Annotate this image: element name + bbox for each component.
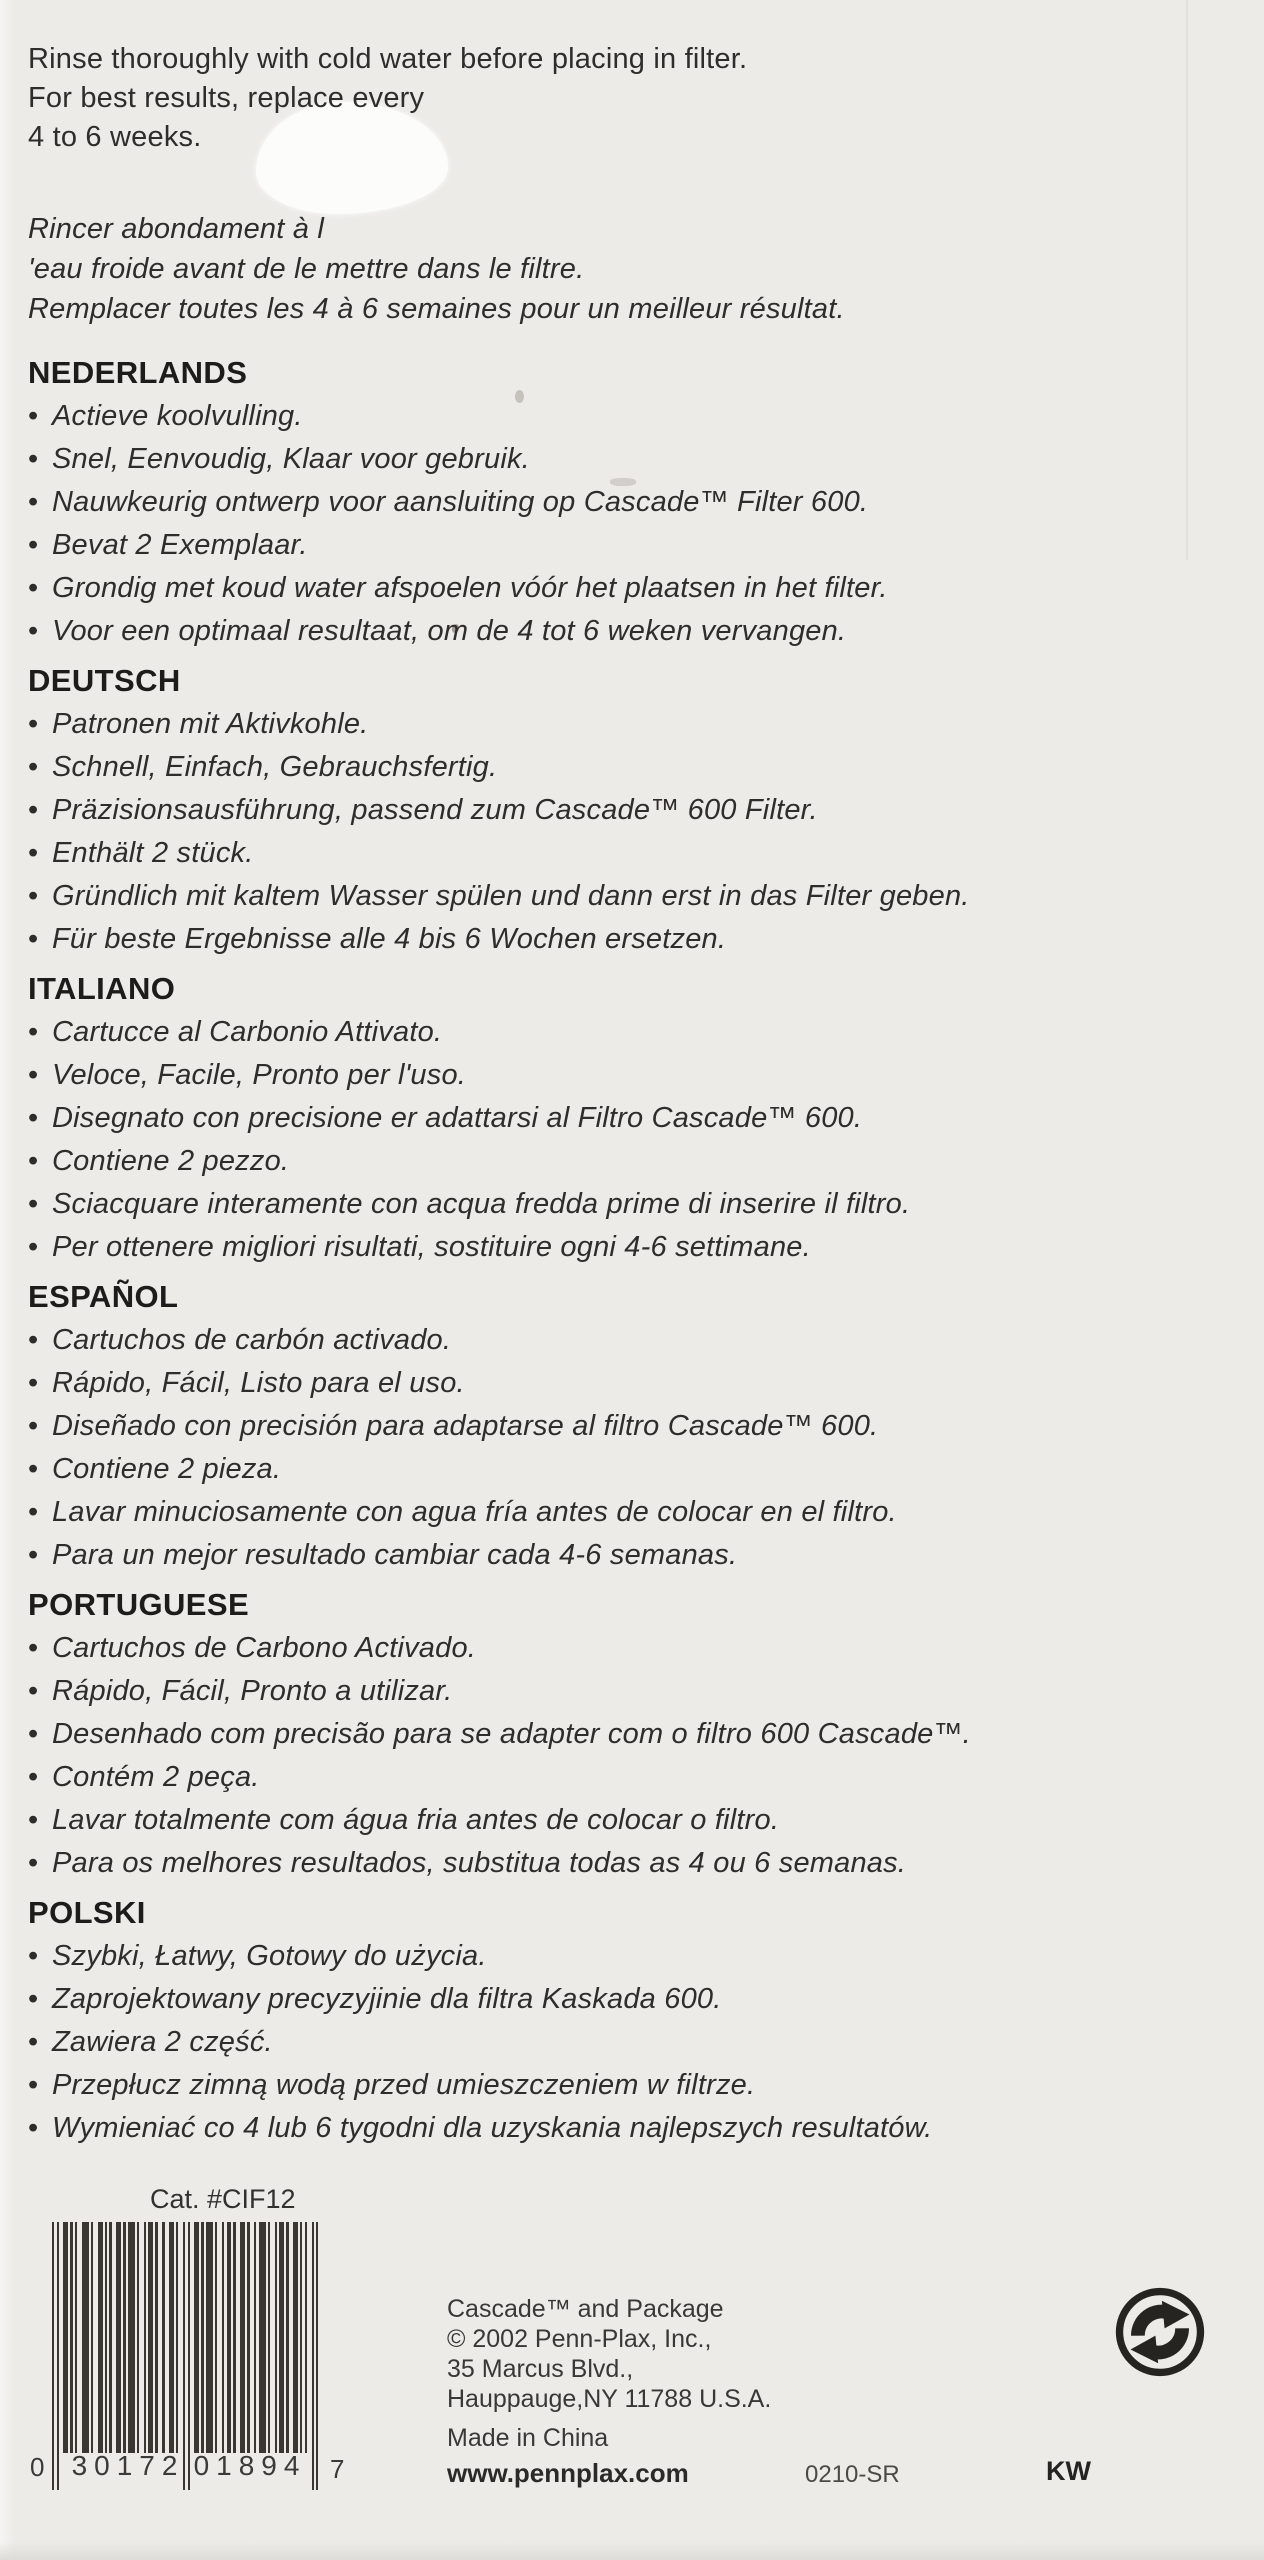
bullet-line: • Per ottenere migliori risultati, sostituire ogni 4-6 settimane. xyxy=(28,1226,1218,1269)
bullet-line: • Desenhado com precisão para se adapter com o filtro 600 Cascade™. xyxy=(28,1713,1218,1756)
barcode-bar xyxy=(162,2222,164,2453)
barcode-bar xyxy=(305,2222,307,2453)
upc-barcode xyxy=(30,2222,394,2490)
barcode-bar xyxy=(75,2222,77,2453)
barcode-bar xyxy=(148,2222,153,2453)
language-section xyxy=(28,1583,1218,1885)
barcode-bar xyxy=(176,2222,178,2453)
section-title: NEDERLANDS xyxy=(28,355,248,390)
bullet-line: • Gründlich mit kaltem Wasser spülen und dann erst in das Filter geben. xyxy=(28,875,1218,918)
initials-text: KW xyxy=(1046,2456,1091,2486)
barcode-group-1: 30172 xyxy=(71,2450,185,2481)
bullet-line: • Schnell, Einfach, Gebrauchsfertig. xyxy=(28,746,1218,789)
bullet-line: • Diseñado con precisión para adaptarse al filtro Cascade™ 600. xyxy=(28,1405,1218,1448)
print-code: 0210-SR xyxy=(805,2461,900,2488)
barcode-bar xyxy=(57,2222,59,2490)
bullet-line: • Nauwkeurig ontwerp voor aansluiting op Cascade™ Filter 600. xyxy=(28,481,1218,524)
language-section xyxy=(28,659,1218,961)
recycle-icon xyxy=(1114,2286,1206,2378)
bullet-line: • Zaprojektowany precyzyjinie dla filtra Kaskada 600. xyxy=(28,1978,1218,2021)
package-left-edge xyxy=(0,0,14,2560)
barcode-right-digit: 7 xyxy=(330,2454,345,2484)
barcode-bar xyxy=(215,2222,217,2453)
barcode-bar xyxy=(82,2222,89,2453)
barcode-bar xyxy=(233,2222,235,2453)
barcode-group-2: 01894 xyxy=(193,2450,307,2481)
section-title: ESPAÑOL xyxy=(28,1279,179,1314)
barcode-bar xyxy=(63,2222,68,2453)
bullet-line: • Grondig met koud water afspoelen vóór het plaatsen in het filter. xyxy=(28,567,1218,610)
barcode-bar xyxy=(194,2222,199,2453)
intro-en-line: For best results, replace every xyxy=(28,82,425,114)
bullet-line: • Przepłucz zimną wodą przed umieszczeniem w filtrze. xyxy=(28,2064,1218,2107)
barcode-bar xyxy=(240,2222,245,2453)
barcode-bar xyxy=(259,2222,266,2453)
barcode-bar xyxy=(137,2222,139,2453)
barcode-bar xyxy=(105,2222,107,2453)
barcode-bar xyxy=(155,2222,157,2453)
barcode-bar xyxy=(286,2222,288,2453)
bullet-line: • Contiene 2 pieza. xyxy=(28,1448,1218,1491)
barcode-bar xyxy=(109,2222,111,2453)
intro-fr-line: 'eau froide avant de le mettre dans le filtre. xyxy=(28,253,585,285)
language-section xyxy=(28,1275,1218,1577)
language-section xyxy=(28,1891,1218,2150)
section-title: PORTUGUESE xyxy=(28,1587,250,1622)
bullet-line: • Zawiera 2 część. xyxy=(28,2021,1218,2064)
barcode-bar xyxy=(293,2222,298,2453)
bullet-line: • Contiene 2 pezzo. xyxy=(28,1140,1218,1183)
bullet-line: • Snel, Eenvoudig, Klaar voor gebruik. xyxy=(28,438,1218,481)
company-line: Cascade™ and Package xyxy=(447,2295,724,2323)
bullet-line: • Cartucce al Carbonio Attivato. xyxy=(28,1011,1218,1054)
barcode-bar xyxy=(268,2222,270,2453)
bullet-line: • Rápido, Fácil, Pronto a utilizar. xyxy=(28,1670,1218,1713)
company-line: Hauppauge,NY 11788 U.S.A. xyxy=(447,2385,772,2413)
intro-fr-line: Remplacer toutes les 4 à 6 semaines pour un meilleur résultat. xyxy=(28,293,845,325)
bullet-line: • Voor een optimaal resultaat, om de 4 tot 6 weken vervangen. xyxy=(28,610,1218,653)
bullet-line: • Sciacquare interamente con acqua fredda prime di inserire il filtro. xyxy=(28,1183,1218,1226)
barcode-bar xyxy=(91,2222,93,2453)
barcode-bar xyxy=(247,2222,249,2453)
section-title: POLSKI xyxy=(28,1895,146,1930)
barcode-left-digit: 0 xyxy=(30,2452,45,2482)
bullet-line: • Actieve koolvulling. xyxy=(28,395,1218,438)
bullet-line: • Wymieniać co 4 lub 6 tygodni dla uzyskania najlepszych resultatów. xyxy=(28,2107,1218,2150)
barcode-bar xyxy=(144,2222,146,2453)
bullet-line: • Lavar minuciosamente con agua fría antes de colocar en el filtro. xyxy=(28,1491,1218,1534)
bullet-line: • Enthält 2 stück. xyxy=(28,832,1218,875)
intro-en-line: 4 to 6 weeks. xyxy=(28,121,202,153)
bullet-line: • Bevat 2 Exemplaar. xyxy=(28,524,1218,567)
company-line: 35 Marcus Blvd., xyxy=(447,2355,634,2383)
bullet-line: • Cartuchos de Carbono Activado. xyxy=(28,1627,1218,1670)
bullet-line: • Cartuchos de carbón activado. xyxy=(28,1319,1218,1362)
language-section xyxy=(28,967,1218,1269)
intro-english xyxy=(28,40,1218,157)
package-bottom-edge xyxy=(0,2542,1264,2560)
barcode-bar xyxy=(188,2222,190,2490)
barcode-bar xyxy=(128,2222,135,2453)
barcode-bar xyxy=(300,2222,302,2453)
barcode-bar xyxy=(316,2222,318,2490)
section-title: DEUTSCH xyxy=(28,663,181,698)
bullet-line: • Präzisionsausführung, passend zum Cascade™ 600 Filter. xyxy=(28,789,1218,832)
barcode-bar xyxy=(254,2222,256,2453)
bullet-line: • Disegnato con precisione er adattarsi al Filtro Cascade™ 600. xyxy=(28,1097,1218,1140)
bullet-line: • Veloce, Facile, Pronto per l'uso. xyxy=(28,1054,1218,1097)
intro-en-line: Rinse thoroughly with cold water before placing in filter. xyxy=(28,43,748,75)
bullet-line: • Para un mejor resultado cambiar cada 4-6 semanas. xyxy=(28,1534,1218,1577)
website-text: www.pennplax.com xyxy=(447,2458,689,2488)
company-info xyxy=(447,2294,771,2453)
barcode-bar xyxy=(222,2222,224,2453)
barcode-bar xyxy=(201,2222,203,2453)
barcode-bar xyxy=(279,2222,284,2453)
barcode-bar xyxy=(52,2222,54,2490)
intro-fr-line: Rincer abondament à l xyxy=(28,213,324,245)
section-title: ITALIANO xyxy=(28,971,176,1006)
barcode-bar xyxy=(169,2222,174,2453)
barcode-bar xyxy=(123,2222,125,2453)
barcode-bar xyxy=(98,2222,103,2453)
bullet-line: • Para os melhores resultados, substitua todas as 4 ou 6 semanas. xyxy=(28,1842,1218,1885)
intro-french xyxy=(28,209,1218,329)
barcode-bar xyxy=(116,2222,121,2453)
language-sections xyxy=(28,351,1218,2150)
label-text-column xyxy=(28,40,1218,2150)
barcode-bar xyxy=(70,2222,72,2453)
bullet-line: • Szybki, Łatwy, Gotowy do użycia. xyxy=(28,1935,1218,1978)
catalog-number: Cat. #CIF12 xyxy=(150,2184,296,2214)
barcode-bar xyxy=(275,2222,277,2453)
language-section xyxy=(28,351,1218,653)
barcode-bar xyxy=(312,2222,314,2490)
company-line: Made in China xyxy=(447,2424,609,2452)
bullet-line: • Rápido, Fácil, Listo para el uso. xyxy=(28,1362,1218,1405)
bullet-line: • Patronen mit Aktivkohle. xyxy=(28,703,1218,746)
bullet-line: • Lavar totalmente com água fria antes de colocar o filtro. xyxy=(28,1799,1218,1842)
barcode-bar xyxy=(227,2222,232,2453)
barcode-bar xyxy=(206,2222,213,2453)
bullet-line: • Für beste Ergebnisse alle 4 bis 6 Wochen ersetzen. xyxy=(28,918,1218,961)
company-line: © 2002 Penn-Plax, Inc., xyxy=(447,2325,712,2353)
bullet-line: • Contém 2 peça. xyxy=(28,1756,1218,1799)
